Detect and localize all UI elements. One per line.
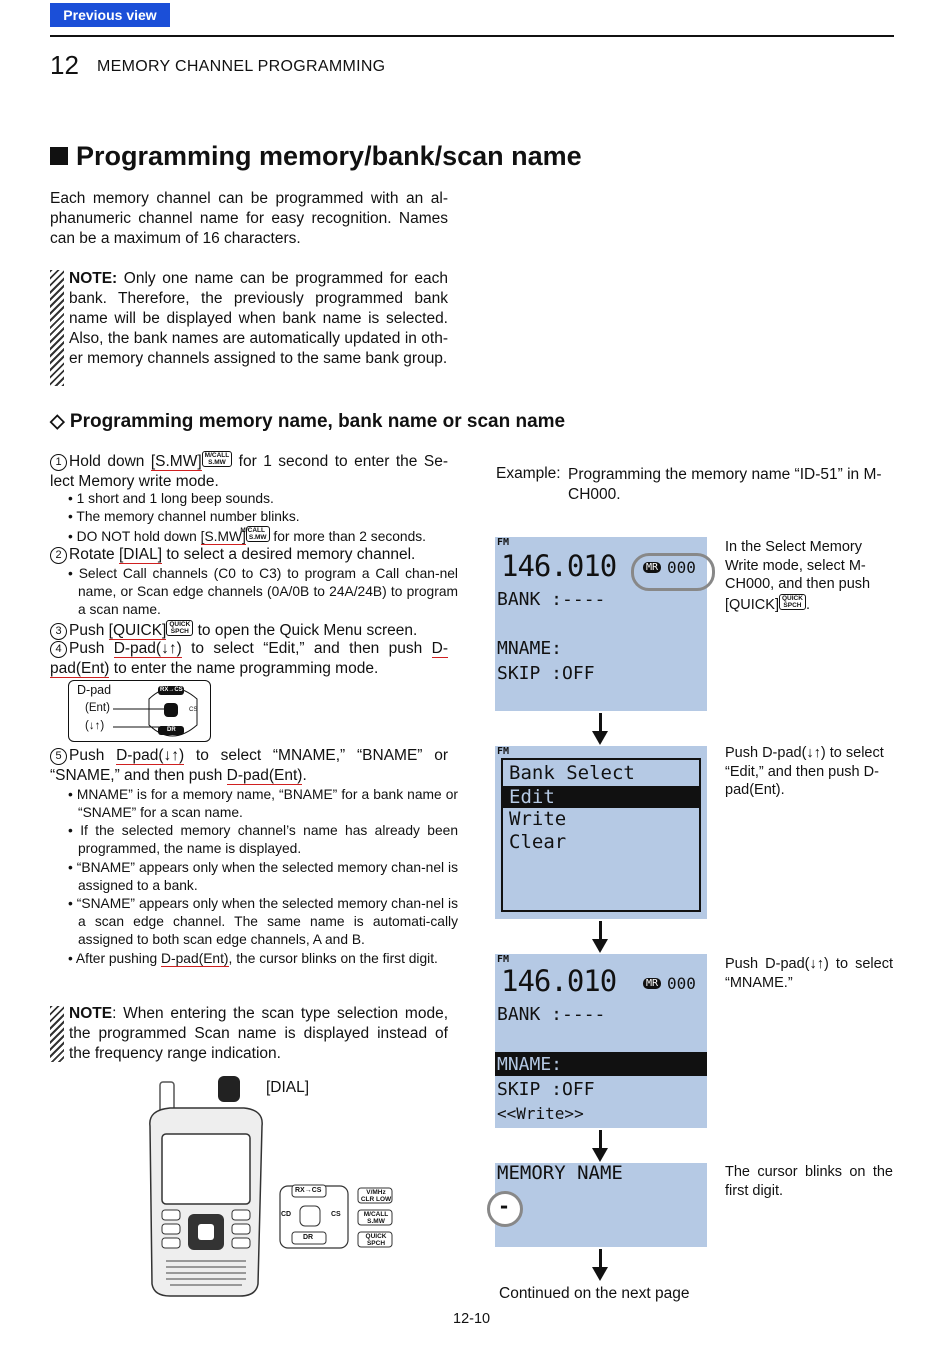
step-1-bullet-1: • 1 short and 1 long beep sounds. [68, 491, 274, 506]
bank-line: BANK :---- [497, 1004, 606, 1025]
note-hatch [50, 270, 64, 386]
note-screen-2: Push D-pad(↓↑) to select “Edit,” and then push D-pad(Ent). [725, 745, 884, 798]
step-1-bullet-3: • DO NOT hold down [S.MW]M/CALL S.MW for more than 2 seconds. [68, 527, 427, 544]
step-5: 5 Push D-pad(↓↑) to select “MNAME,” “BNAME” or “SNAME,” and then push D-pad(Ent). [50, 747, 448, 784]
quick-menu [501, 758, 701, 912]
rxcs-key-label: RX→CS [295, 1187, 322, 1194]
quick-key-label: QUICK SPCH [365, 1233, 387, 1247]
quick-spch-key-icon: QUICK SPCH [166, 620, 193, 636]
square-bullet-icon [50, 147, 68, 165]
step-1: 1 Hold down [S.MW] M/CALL S.MW for 1 second to enter the Se-lect Memory write mode. [50, 452, 448, 490]
memory-name-title: MEMORY NAME [497, 1162, 623, 1184]
arrow-4-stem [599, 1249, 602, 1267]
mcall-key-label: M/CALL S.MW [363, 1211, 389, 1225]
arrow-down-icon [592, 731, 608, 745]
frequency-display: 146.010 [501, 549, 617, 583]
note2-hatch [50, 1006, 64, 1062]
dpad-rxcs-label: RX→CS [160, 687, 183, 693]
menu-item-write[interactable]: Write [509, 808, 567, 830]
subsection-title: ◇ Programming memory name, bank name or scan name [50, 411, 566, 432]
note-screen-1: In the Select Memory Write mode, select M-CH000, and then push [QUICK] QUICK SPCH . [725, 539, 871, 613]
chapter-number: 12 [50, 50, 79, 80]
step-5-bullet-2: • If the selected memory channel’s name has already been programmed, the name is displayed. [68, 823, 458, 856]
dpad-cs-label: CS [189, 707, 198, 713]
fm-indicator: FM [497, 746, 510, 757]
step-5-bullet-5: • After pushing D-pad(Ent), the cursor blinks on the first digit. [68, 951, 438, 966]
note-screen-4: The cursor blinks on the first digit. [725, 1164, 893, 1199]
cursor: - [498, 1194, 511, 1218]
mcall-smw-key-icon: M/CALL S.MW [202, 451, 233, 467]
step-2-bullet-1: • Select Call channels (C0 to C3) to program a Call chan-nel name, or Scan edge channels (0A/0B to 24A/24B) to program a scan name. [68, 566, 458, 617]
dpad-diagram [68, 680, 211, 742]
header-rule [50, 35, 894, 37]
section-title: Programming memory/bank/scan name [50, 141, 582, 172]
mcall-smw-key-icon: M/CALL S.MW [246, 526, 270, 542]
highlight-ellipse [631, 553, 715, 591]
mr-indicator: MR [643, 978, 661, 989]
diamond-icon: ◇ [50, 411, 70, 432]
lcd-screen-3 [495, 954, 707, 1128]
previous-view-button[interactable]: Previous view [50, 3, 170, 27]
intro-paragraph: Each memory channel can be programmed with an al-phanumeric channel name for easy recognition. Names can be a maximum of 16 characters. [50, 190, 448, 247]
note-screen-3: Push D-pad(↓↑) to select “MNAME.” [725, 956, 893, 991]
fm-indicator: FM [497, 537, 510, 548]
dial-label: [DIAL] [266, 1079, 310, 1096]
dpad-ent-label: (Ent) [85, 702, 110, 714]
step-5-bullet-4: • “SNAME” appears only when the selected memory chan-nel is a scan edge channel. The same name is automati-cally assigned to both scan edge channels, A and B. [68, 896, 458, 947]
menu-item-clear[interactable]: Clear [509, 831, 567, 853]
note2-paragraph: NOTE: When entering the scan type selection mode, the programmed Scan name is displayed instead of the frequency range indication. [69, 1005, 448, 1062]
cd-key-label: CD [281, 1211, 292, 1218]
channel-number: 000 [667, 974, 696, 993]
mname-line: MNAME: [497, 638, 563, 659]
lcd-screen-2 [495, 746, 707, 919]
step-2: 2 Rotate [DIAL] to select a desired memory channel. [50, 545, 448, 565]
step-1-bullet-2: • The memory channel number blinks. [68, 509, 300, 524]
arrow-1-stem [599, 713, 602, 731]
page-number: 12-10 [453, 1311, 491, 1327]
mr-indicator: MR [643, 562, 661, 573]
example-label: Example: [496, 465, 561, 482]
channel-number: 000 [667, 558, 696, 577]
chapter-title: MEMORY CHANNEL PROGRAMMING [97, 58, 386, 75]
lcd-screen-1 [495, 537, 707, 711]
quick-spch-key-icon: QUICK SPCH [779, 594, 806, 610]
dpad-label: D-pad [77, 683, 112, 697]
vmhz-key-label: V/MHz CLR LOW [360, 1189, 392, 1203]
skip-line: SKIP :OFF [497, 1079, 595, 1100]
arrow-down-icon [592, 1148, 608, 1162]
step-5-bullet-1: • MNAME” is for a memory name, “BNAME” for a bank name or “SNAME” for a scan name. [68, 787, 458, 820]
write-line: <<Write>> [497, 1104, 584, 1123]
radio-illustration [140, 1074, 400, 1302]
arrow-2-stem [599, 921, 602, 939]
fm-indicator: FM [497, 954, 510, 965]
lcd-screen-4 [495, 1163, 707, 1247]
frequency-display: 146.010 [501, 964, 617, 998]
example-text: Programming the memory name “ID-51” in M-CH000. [568, 466, 882, 503]
bank-line: BANK :---- [497, 589, 606, 610]
menu-item-edit[interactable]: Edit [503, 786, 699, 808]
skip-line: SKIP :OFF [497, 663, 595, 684]
dpad-updown-label: (↓↑) [85, 720, 105, 732]
arrow-3-stem [599, 1130, 602, 1148]
dpad-dr-label: DR [167, 727, 176, 733]
dr-key-label: DR [303, 1234, 314, 1241]
step-5-bullet-3: • “BNAME” appears only when the selected memory chan-nel is assigned to a bank. [68, 860, 458, 893]
mname-line: MNAME: [497, 1054, 563, 1075]
arrow-down-icon [592, 939, 608, 953]
step-4: 4 Push D-pad(↓↑) to select “Edit,” and then push D-pad(Ent) to enter the name programming mode. [50, 640, 448, 677]
note-paragraph: NOTE: Only one name can be programmed for each bank. Therefore, the previously programmed bank name will be displayed when bank name is selected. Also, the bank names are automatically updated in oth-er memory channels assigned to the same bank group. [69, 270, 448, 367]
cs-key-label: CS [331, 1211, 341, 1218]
arrow-down-icon [592, 1267, 608, 1281]
step-3: 3 Push [QUICK] QUICK SPCH to open the Quick Menu screen. [50, 620, 448, 641]
continued-text: Continued on the next page [499, 1285, 690, 1302]
menu-item-bank-select[interactable]: Bank Select [509, 762, 635, 784]
